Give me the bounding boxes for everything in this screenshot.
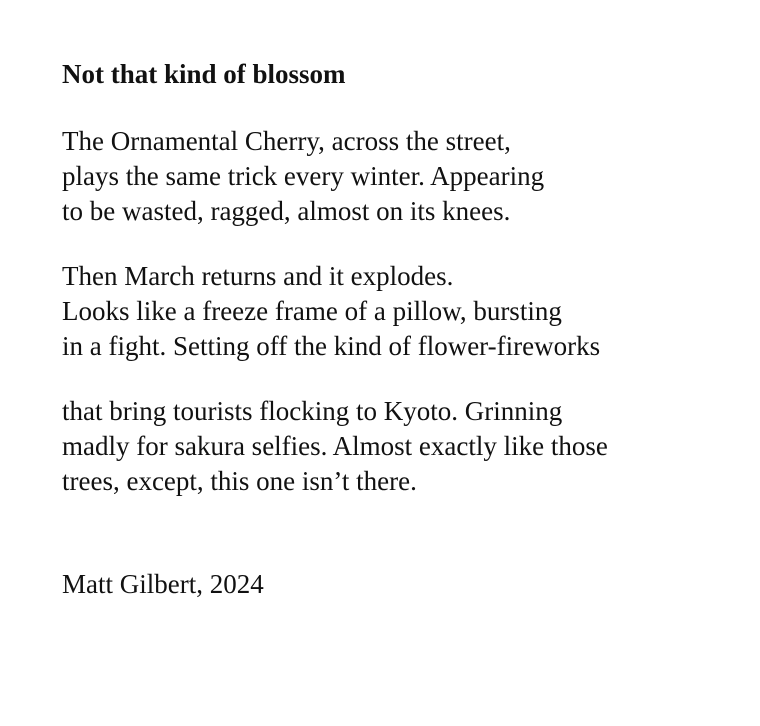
poem-line: that bring tourists flocking to Kyoto. Grinning: [62, 396, 563, 426]
poem-title: Not that kind of blossom: [62, 59, 346, 89]
poem-line: Then March returns and it explodes.: [62, 261, 454, 291]
poem-line: Looks like a freeze frame of a pillow, bursting: [62, 296, 562, 326]
poem-line: to be wasted, ragged, almost on its knees.: [62, 196, 511, 226]
poem-line: The Ornamental Cherry, across the street,: [62, 126, 511, 156]
author-byline: Matt Gilbert, 2024: [62, 569, 264, 599]
poem-line: in a fight. Setting off the kind of flower-fireworks: [62, 331, 601, 361]
stanza-3: [62, 394, 742, 499]
poem-line: plays the same trick every winter. Appearing: [62, 161, 545, 191]
stanza-2: [62, 259, 742, 364]
poem-page: [62, 54, 742, 602]
poem-line: madly for sakura selfies. Almost exactly like those: [62, 431, 608, 461]
stanza-1: [62, 124, 742, 229]
poem-line: trees, except, this one isn’t there.: [62, 466, 417, 496]
